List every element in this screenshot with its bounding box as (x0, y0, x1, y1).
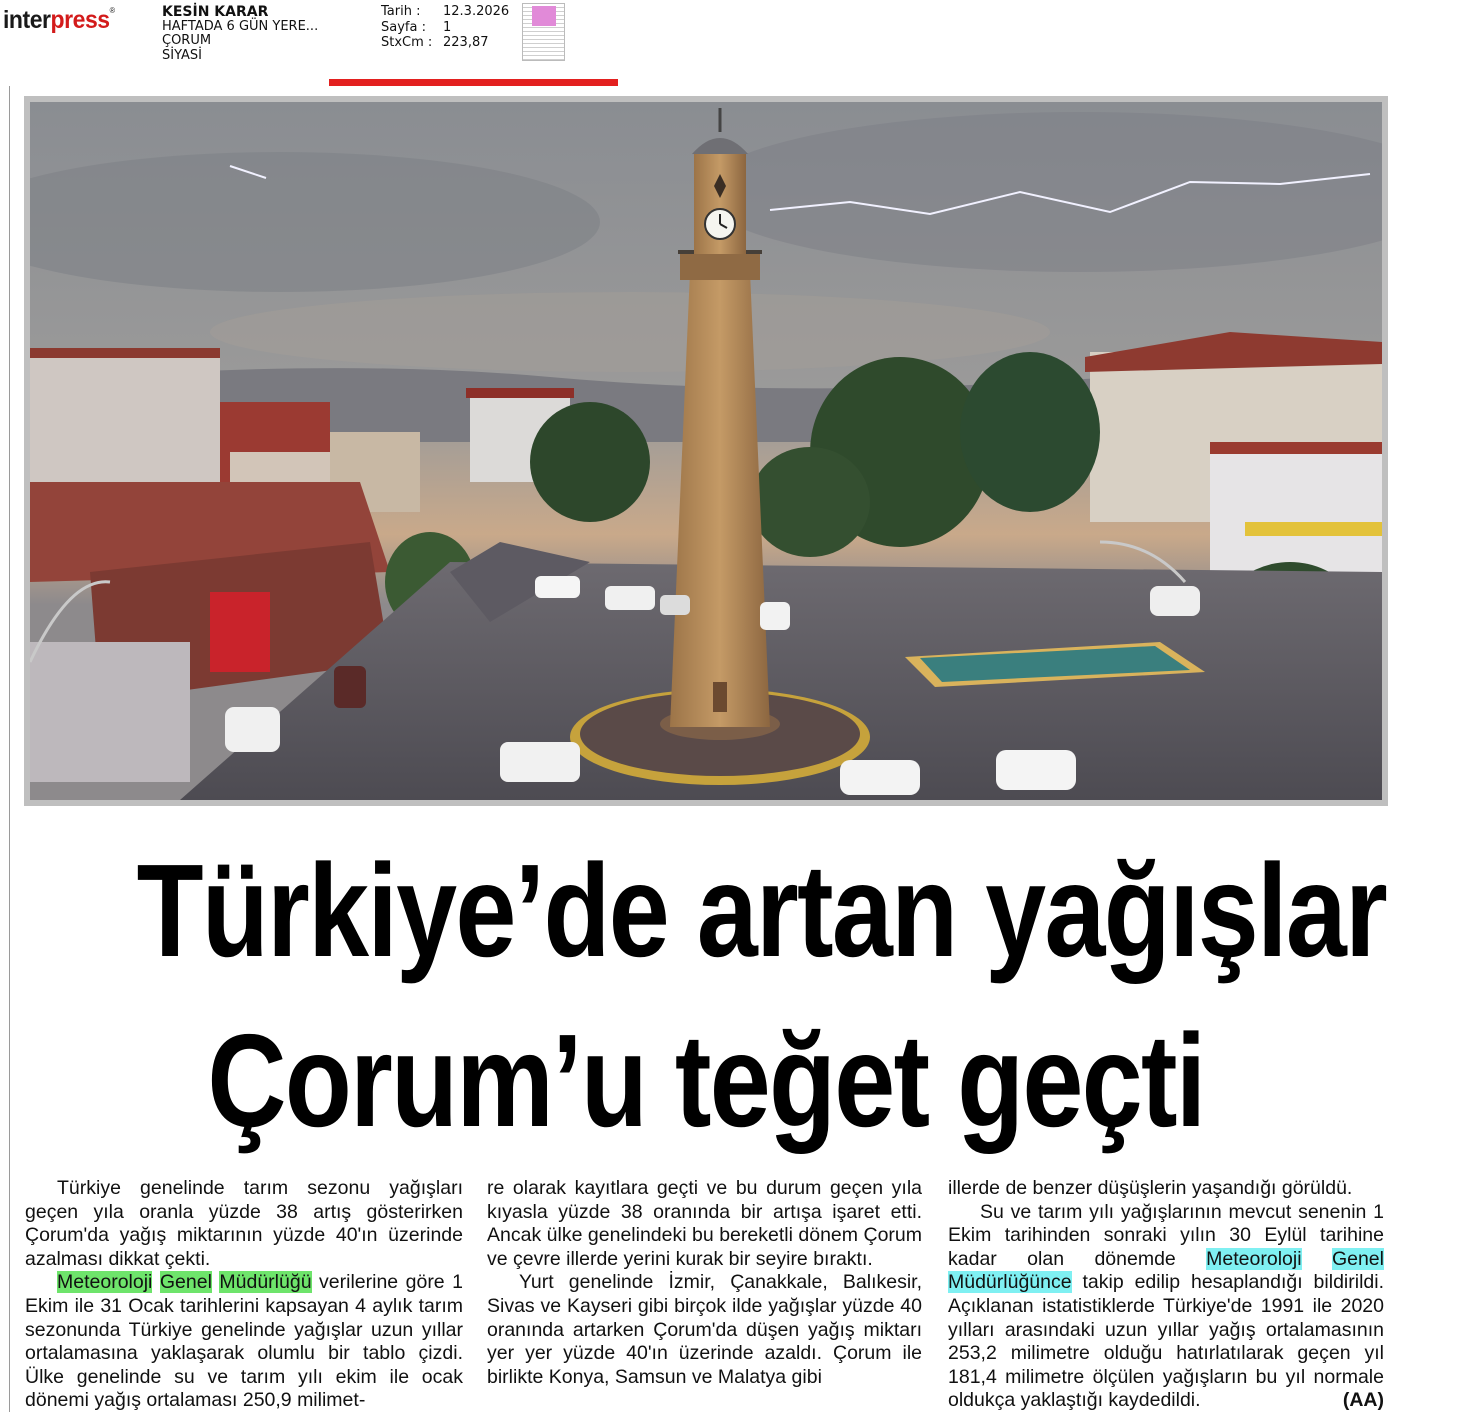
publication-category: SİYASİ (162, 47, 202, 63)
clipping-meta (162, 5, 318, 63)
logo-accent-text: press (50, 6, 110, 34)
headline-line-1: Türkiye’de artan yağışlar (136, 837, 1387, 984)
article-photo (30, 102, 1382, 800)
logo-text: inter (3, 6, 51, 34)
paragraph: re olarak kayıtlara geçti ve bu durum geçen yıla kıyasla yüzde 38 oranında bir artışa işaret etti. Ancak ülke genelindeki bu bereketli dönem Çorum ve çevre illerde yerini kurak bir seyire bıraktı. (487, 1177, 922, 1270)
newspaper-name: KESİN KARAR (162, 4, 269, 20)
page-label: Sayfa : (381, 19, 426, 35)
article-column-2 (487, 1177, 922, 1389)
left-margin-rule (9, 86, 10, 1412)
interpress-logo (3, 6, 115, 35)
highlighted-term: Meteoroloji (1206, 1247, 1302, 1270)
page-value: 1 (443, 19, 452, 35)
highlighted-term: Genel (159, 1271, 212, 1294)
paragraph: Türkiye genelinde tarım sezonu yağışları geçen yıla oranla yüzde 38 artış gösterirken Çorum'da yağış miktarının yüzde 40'ın üzerinde azalması dikkat çekti. (25, 1177, 463, 1270)
clipping-details (381, 4, 509, 51)
size-label: StxCm : (381, 35, 433, 50)
red-divider-bar (329, 79, 618, 86)
detail-row-size (381, 35, 509, 51)
publication-city: ÇORUM (162, 33, 212, 48)
size-value: 223,87 (443, 35, 489, 50)
highlighted-term: Müdürlüğü (219, 1271, 312, 1294)
publication-frequency: HAFTADA 6 GÜN YERE... (162, 18, 319, 34)
paragraph-text: takip edilip hesaplandığı bildirildi. Açıklanan istatistiklerde Türkiye'de 1991 ile 2020 yılları arasındaki uzun yıllar yağış ortalamasının 253,2 milimetre olduğu hatırlatılarak geçen yıl 181,4 milimetre ölçülen yağışların bu yıl normale oldukça yaklaştığı kaydedildi. (948, 1271, 1384, 1412)
paragraph (25, 1271, 463, 1412)
article-column-3 (948, 1177, 1384, 1412)
detail-row-page (381, 20, 509, 36)
date-value: 12.3.2026 (443, 4, 510, 19)
headline-line-2: Çorum’u teğet geçti (207, 1007, 1205, 1154)
highlighted-term: Müdürlüğünce (948, 1271, 1072, 1294)
highlighted-term: Meteoroloji (57, 1271, 153, 1294)
paragraph-text: Su ve tarım yılı yağışlarının mevcut senenin 1 Ekim tarihinden sonraki yılın 30 Eylül tarihine kadar olan dönemde (948, 1200, 1384, 1270)
logo-registered-mark: ® (109, 6, 115, 15)
paragraph: Yurt genelinde İzmir, Çanakkale, Balıkesir, Sivas ve Kayseri gibi birçok ilde yağışlar yüzde 40 oranında artarken Çorum'da düşen yağış miktarı yer yer yüzde 40'ın üzerinde azaldı. Çorum ile birlikte Konya, Samsun ve Malatya gibi (487, 1271, 922, 1388)
article-headline (20, 826, 1392, 1166)
date-label: Tarih : (381, 4, 421, 19)
detail-row-date (381, 4, 509, 20)
news-agency-signature: (AA) (1342, 1389, 1384, 1412)
highlighted-term: Genel (1331, 1247, 1384, 1270)
article-column-1 (25, 1177, 463, 1412)
paragraph (948, 1201, 1384, 1412)
paragraph: illerde de benzer düşüşlerin yaşandığı görüldü. (948, 1177, 1353, 1199)
paragraph-text: verilerine göre 1 Ekim ile 31 Ocak tarihlerini kapsayan 4 aylık tarım sezonunda Türkiye genelinde yağışlar uzun yıllar ortalamasına yaklaşarak olumlu bir tablo çizdi. Ülke genelinde su ve tarım yılı ekim ile ocak dönemi yağış ortalaması 250,9 milimet- (25, 1271, 463, 1412)
article-photo-frame (24, 96, 1388, 806)
page-thumbnail[interactable] (522, 3, 565, 61)
